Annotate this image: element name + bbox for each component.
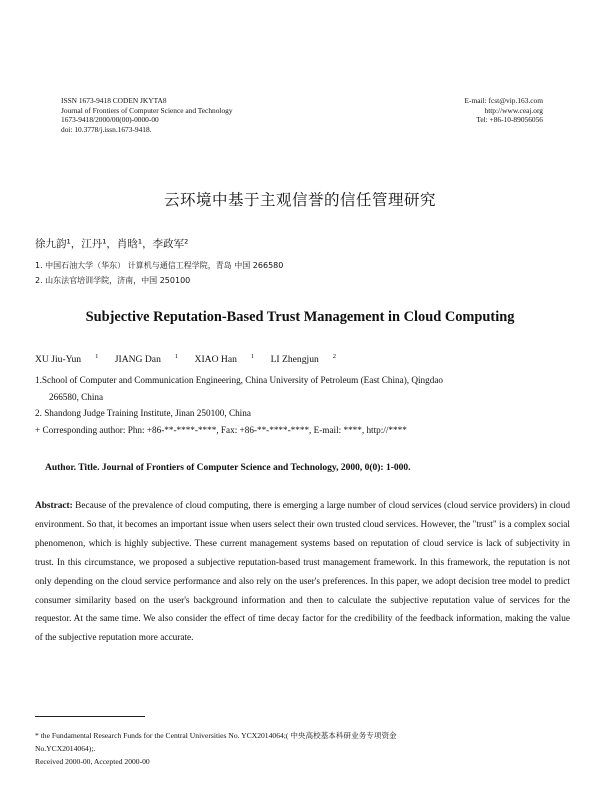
journal-email: E-mail: fcst@vip.163.com	[464, 96, 543, 105]
doi-line: doi: 10.3778/j.issn.1673-9418.	[61, 124, 152, 134]
english-affiliations	[35, 372, 570, 438]
abstract	[35, 497, 570, 648]
journal-contact-block	[465, 96, 543, 125]
author-name: JIANG Dan $^1$	[114, 353, 179, 366]
chinese-affiliation-1: 1. 中国石油大学（华东） 计算机与通信工程学院，青岛 中国 266580	[35, 261, 284, 270]
journal-phone: Tel: +86-10-89056056	[476, 115, 543, 125]
journal-website: http://www.ceaj.org	[484, 105, 543, 115]
chinese-title: 云环境中基于主观信誉的信任管理研究	[163, 191, 436, 209]
corresponding-author: + Corresponding author: Phn: +86-**-****-****, Fax: +86-**-****-****, E-mail: ****, http://****	[35, 424, 407, 435]
chinese-affiliation-2: 2. 山东法官培训学院，济南，中国 250100	[35, 276, 191, 285]
received-dates: Received 2000-00, Accepted 2000-00	[35, 757, 150, 766]
affiliation-1: 1.School of Computer and Communication Engineering, China University of Petroleum (East China), Qingdao	[35, 375, 444, 385]
funding-note-continued: No.YCX2014064);.	[35, 744, 96, 753]
citation-line: Author. Title. Journal of Frontiers of Computer Science and Technology, 2000, 0(0): 1-000.	[45, 463, 411, 473]
journal-name: Journal of Frontiers of Computer Science and Technology	[61, 105, 233, 115]
author-name: XIAO Han $^1$	[194, 353, 255, 366]
journal-volume-line: 1673-9418/2000/00(00)-0000-00	[61, 115, 159, 125]
footnote-divider	[35, 716, 145, 717]
affiliation-2: 2. Shandong Judge Training Institute, Jinan 250100, China	[35, 408, 251, 418]
author-name: XU Jiu-Yun $^1$	[35, 353, 99, 366]
author-name: LI Zhengjun $^2$	[270, 353, 337, 366]
english-title: Subjective Reputation-Based Trust Management in Cloud Computing	[85, 309, 515, 325]
chinese-affiliations	[35, 258, 283, 288]
funding-note: * the Fundamental Research Funds for the Central Universities No. YCX2014064;( 中央高校基本科研业务专项资金	[35, 731, 397, 740]
footnote	[35, 729, 570, 768]
abstract-label: Abstract:	[35, 501, 73, 511]
issn-line: ISSN 1673-9418 CODEN JKYTA8	[61, 96, 167, 105]
abstract-text: Because of the prevalence of cloud computing, there is emerging a large number of cloud services (cloud service providers) in cloud environment. So that, it becomes an important issue when users select their own trusted cloud services. However, the "trust" is a complex social phenomenon, which is highly subjective. These current management systems based on reputation of cloud service is lack of subjectivity in trust. In this circumstance, we proposed a subjective reputation-based trust management framework. In this framework, the reputation is not only depending on the cloud service performance and also rely on the user's preferences. In this paper, we adopt decision tree model to predict consumer similarity based on the user's background information and then to calculate the subjective reputation value of services for the requestor. At the same time. We also consider the effect of time decay factor for the credibility of the feedback information, making the value of the subjective reputation more accurate.	[35, 501, 570, 644]
chinese-authors: 徐九韵¹，江丹¹，肖晗¹，李政军²	[35, 238, 189, 250]
english-authors	[35, 353, 350, 365]
affiliation-1-continued: 266580, China	[49, 391, 104, 402]
journal-info-block	[61, 96, 233, 134]
